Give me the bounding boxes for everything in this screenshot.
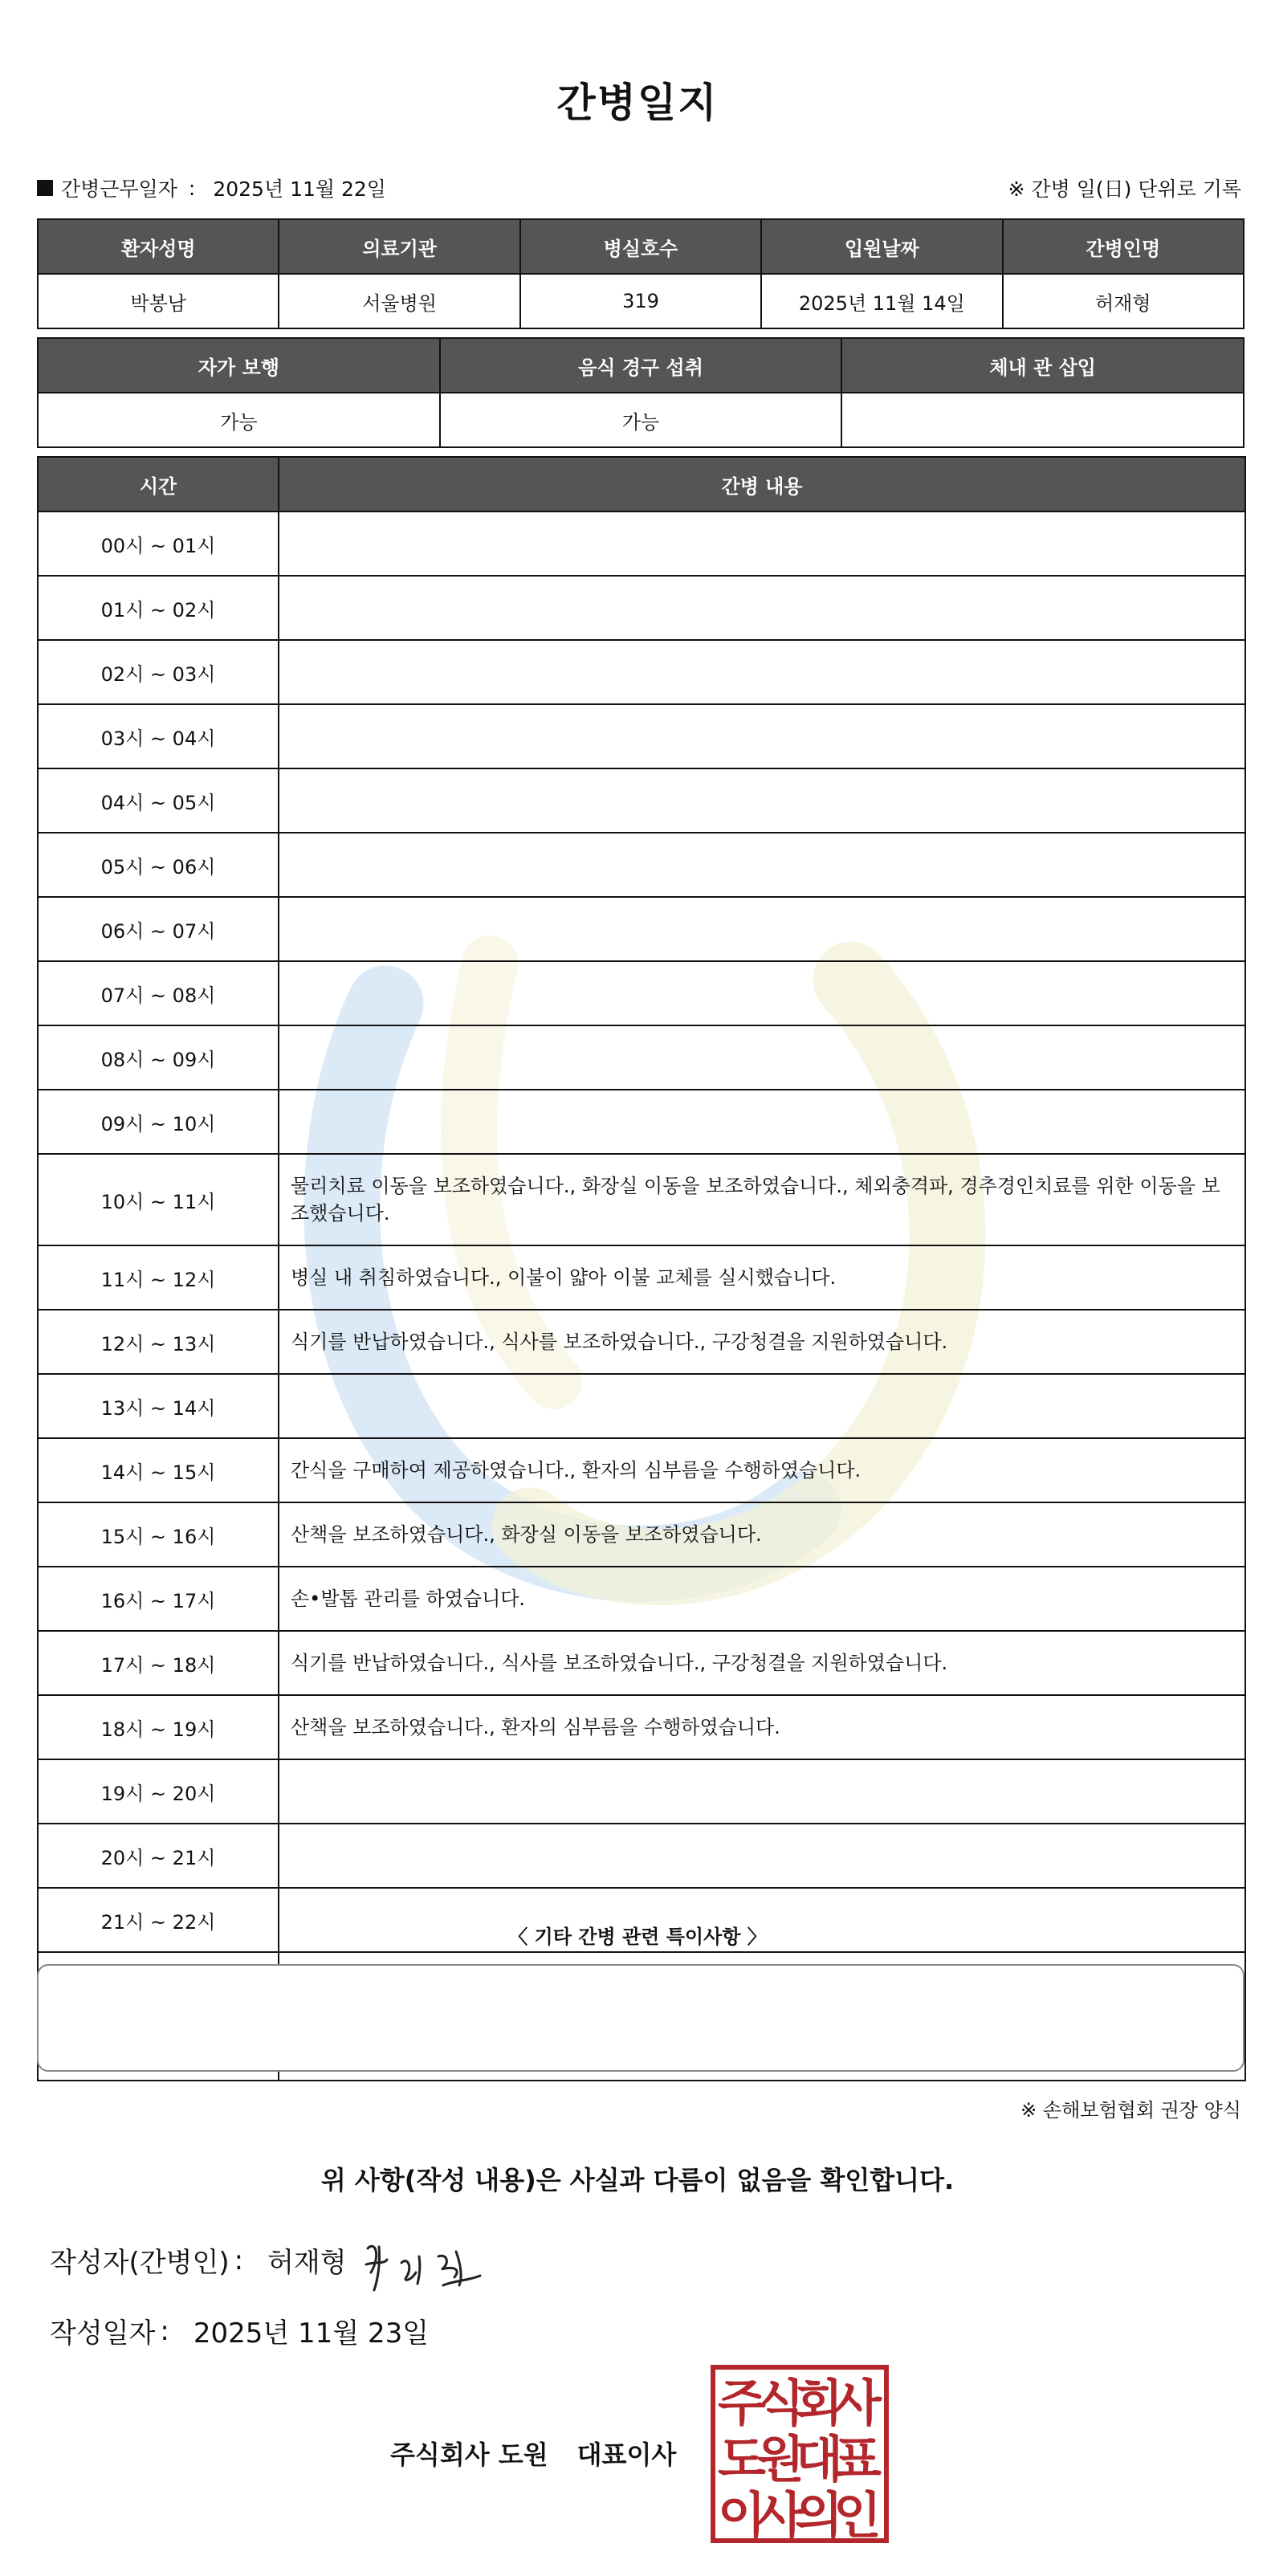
special-notes-box <box>37 1964 1244 2072</box>
log-time: 21시 ~ 22시 <box>38 1888 279 1952</box>
log-content <box>279 897 1245 961</box>
status-header: 음식 경구 섭취 <box>440 338 842 393</box>
writer-name: 허재형 <box>267 2247 347 2279</box>
work-date-row <box>37 173 386 202</box>
svg-text:이: 이 <box>718 2486 766 2544</box>
log-row <box>38 768 1245 833</box>
log-row <box>38 704 1245 768</box>
log-row <box>38 1695 1245 1759</box>
log-content <box>279 1759 1245 1824</box>
log-time: 09시 ~ 10시 <box>38 1090 279 1154</box>
log-content <box>279 961 1245 1025</box>
log-row <box>38 1025 1245 1090</box>
log-content <box>279 1824 1245 1888</box>
status-header: 체내 관 삽입 <box>841 338 1244 393</box>
written-date-row <box>50 2311 429 2350</box>
log-time: 10시 ~ 11시 <box>38 1154 279 1245</box>
log-content <box>279 512 1245 576</box>
log-content: 산책을 보조하였습니다., 환자의 심부름을 수행하였습니다. <box>279 1695 1245 1759</box>
log-row <box>38 1567 1245 1631</box>
log-row <box>38 961 1245 1025</box>
work-date-label: 간병근무일자 <box>61 177 177 201</box>
log-time: 05시 ~ 06시 <box>38 833 279 897</box>
svg-text:표: 표 <box>833 2430 882 2488</box>
work-date-value: 2025년 11월 22일 <box>213 177 386 201</box>
log-content: 손•발톱 관리를 하였습니다. <box>279 1567 1245 1631</box>
svg-text:인: 인 <box>833 2486 882 2544</box>
log-time: 18시 ~ 19시 <box>38 1695 279 1759</box>
patient-info-table <box>37 218 1244 329</box>
log-time: 02시 ~ 03시 <box>38 640 279 704</box>
log-row <box>38 512 1245 576</box>
svg-text:주: 주 <box>718 2374 766 2432</box>
log-row <box>38 1154 1245 1245</box>
svg-text:의: 의 <box>795 2486 843 2544</box>
log-content <box>279 704 1245 768</box>
svg-text:식: 식 <box>756 2374 805 2432</box>
log-time: 11시 ~ 12시 <box>38 1245 279 1310</box>
log-content <box>279 1090 1245 1154</box>
log-content <box>279 768 1245 833</box>
log-row <box>38 1374 1245 1438</box>
admission-date: 2025년 11월 14일 <box>761 274 1002 328</box>
hospital-name: 서울병원 <box>279 274 519 328</box>
info-header: 입원날짜 <box>761 219 1002 274</box>
unit-note: ※ 간병 일(日) 단위로 기록 <box>1008 177 1241 201</box>
log-row <box>38 1824 1245 1888</box>
log-row <box>38 1759 1245 1824</box>
log-content <box>279 1025 1245 1090</box>
log-row <box>38 833 1245 897</box>
log-time: 06시 ~ 07시 <box>38 897 279 961</box>
log-row <box>38 1631 1245 1695</box>
log-row <box>38 1310 1245 1374</box>
log-row <box>38 1245 1245 1310</box>
log-row <box>38 1438 1245 1502</box>
log-content <box>279 576 1245 640</box>
patient-status-table <box>37 337 1244 448</box>
log-content <box>279 833 1245 897</box>
log-row <box>38 576 1245 640</box>
writer-label: 작성자(간병인) <box>50 2247 230 2279</box>
log-content: 산책을 보조하였습니다., 화장실 이동을 보조하였습니다. <box>279 1502 1245 1567</box>
svg-text:사: 사 <box>756 2486 805 2544</box>
oral-intake-value: 가능 <box>440 393 842 447</box>
svg-text:사: 사 <box>833 2374 882 2432</box>
work-date-colon: : <box>188 176 196 200</box>
writer-colon: : <box>234 2244 244 2276</box>
company-signature-line <box>390 2435 676 2472</box>
log-time: 12시 ~ 13시 <box>38 1310 279 1374</box>
log-time: 16시 ~ 17시 <box>38 1567 279 1631</box>
room-number: 319 <box>520 274 761 328</box>
self-walking-value: 가능 <box>38 393 440 447</box>
notes-title: 〈 기타 간병 관련 특이사항 〉 <box>508 1926 767 1948</box>
company-seal-stamp <box>710 2364 890 2544</box>
page-title: 간병일지 <box>556 79 719 126</box>
log-time: 17시 ~ 18시 <box>38 1631 279 1695</box>
info-header: 의료기관 <box>279 219 519 274</box>
log-time: 03시 ~ 04시 <box>38 704 279 768</box>
log-content: 식기를 반납하였습니다., 식사를 보조하였습니다., 구강청결을 지원하였습니다. <box>279 1631 1245 1695</box>
svg-text:대: 대 <box>795 2430 843 2488</box>
log-time: 15시 ~ 16시 <box>38 1502 279 1567</box>
svg-text:회: 회 <box>795 2374 843 2432</box>
written-date-label: 작성일자 <box>50 2317 156 2350</box>
company-ceo-title: 대표이사 <box>576 2439 677 2470</box>
log-time: 00시 ~ 01시 <box>38 512 279 576</box>
writer-row <box>50 2240 347 2280</box>
log-row <box>38 897 1245 961</box>
log-time: 01시 ~ 02시 <box>38 576 279 640</box>
tube-insertion-value <box>841 393 1244 447</box>
info-header: 병실호수 <box>520 219 761 274</box>
recommend-note: ※ 손해보험협회 권장 양식 <box>1020 2099 1241 2122</box>
log-row <box>38 640 1245 704</box>
caregiver-name: 허재형 <box>1003 274 1244 328</box>
svg-text:원: 원 <box>756 2430 805 2488</box>
log-time: 19시 ~ 20시 <box>38 1759 279 1824</box>
log-content: 식기를 반납하였습니다., 식사를 보조하였습니다., 구강청결을 지원하였습니다. <box>279 1310 1245 1374</box>
log-row <box>38 1502 1245 1567</box>
log-content: 간식을 구매하여 제공하였습니다., 환자의 심부름을 수행하였습니다. <box>279 1438 1245 1502</box>
log-row <box>38 1090 1245 1154</box>
log-content: 물리치료 이동을 보조하였습니다., 화장실 이동을 보조하였습니다., 체외충격파, 경추경인치료를 위한 이동을 보조했습니다. <box>279 1154 1245 1245</box>
log-time: 13시 ~ 14시 <box>38 1374 279 1438</box>
log-time: 20시 ~ 21시 <box>38 1824 279 1888</box>
status-header: 자가 보행 <box>38 338 440 393</box>
log-content <box>279 640 1245 704</box>
care-log-table <box>37 456 1246 2081</box>
log-content: 병실 내 취침하였습니다., 이불이 얇아 이불 교체를 실시했습니다. <box>279 1245 1245 1310</box>
written-date-colon: : <box>160 2314 169 2347</box>
company-name: 주식회사 도원 <box>390 2439 548 2470</box>
time-header: 시간 <box>38 457 279 512</box>
log-content <box>279 1374 1245 1438</box>
content-header: 간병 내용 <box>279 457 1245 512</box>
log-time: 04시 ~ 05시 <box>38 768 279 833</box>
log-time: 07시 ~ 08시 <box>38 961 279 1025</box>
svg-text:도: 도 <box>718 2430 766 2488</box>
written-date-value: 2025년 11월 23일 <box>193 2317 430 2350</box>
log-time: 08시 ~ 09시 <box>38 1025 279 1090</box>
handwritten-signature <box>360 2232 504 2297</box>
info-header: 간병인명 <box>1003 219 1244 274</box>
info-header: 환자성명 <box>38 219 279 274</box>
square-bullet-icon <box>37 180 53 196</box>
log-time: 14시 ~ 15시 <box>38 1438 279 1502</box>
confirmation-statement: 위 사항(작성 내용)은 사실과 다름이 없음을 확인합니다. <box>320 2165 955 2195</box>
patient-name: 박봉남 <box>38 274 279 328</box>
